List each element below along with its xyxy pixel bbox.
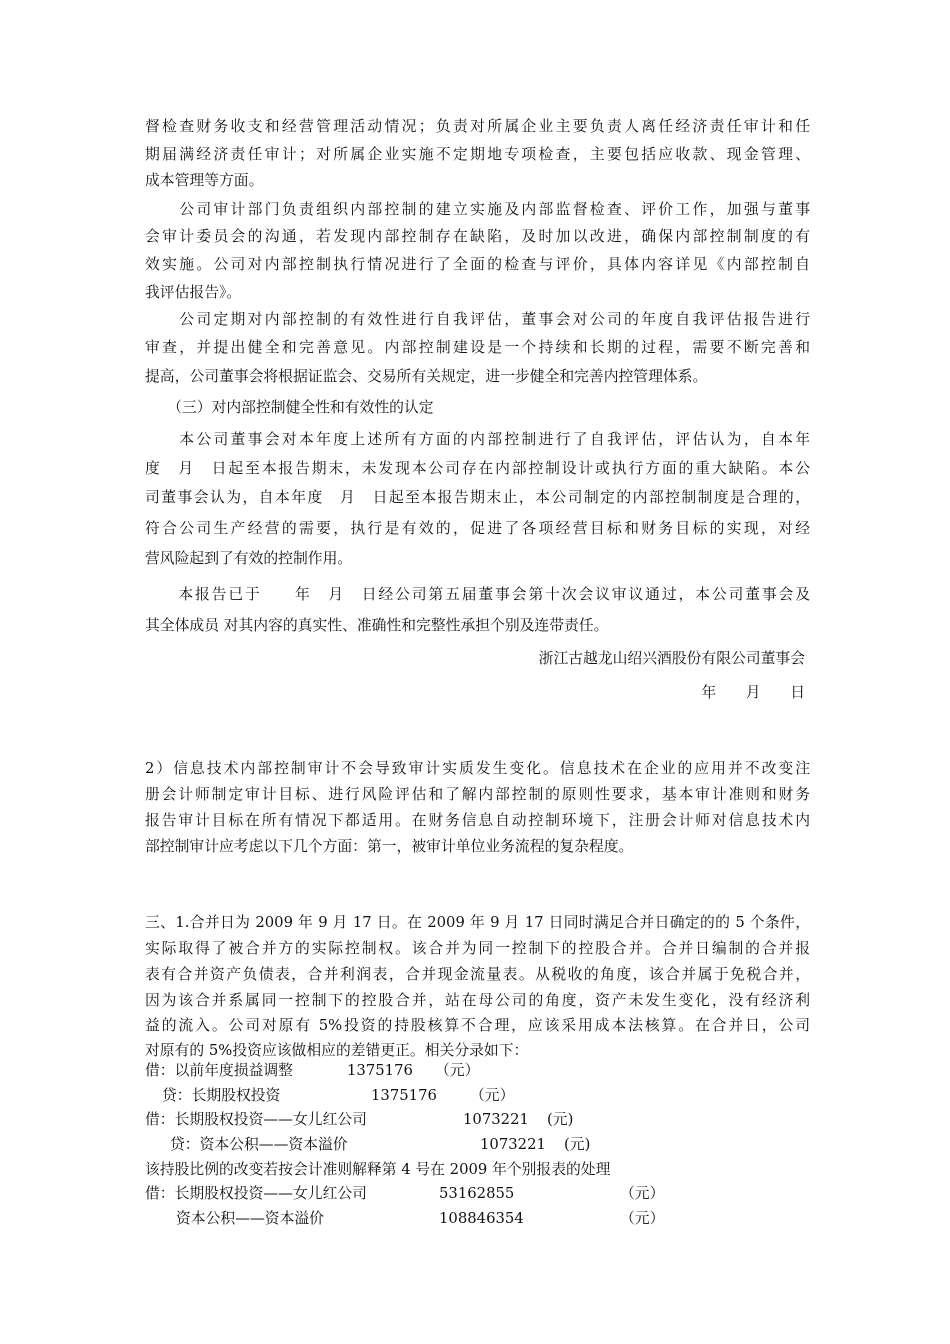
paragraph-line: 公司审计部门负责组织内部控制的建立实施及内部监督检查、评价工作，加强与董事 [145, 201, 810, 218]
paragraph-line: 本报告已于 年 月 日经公司第五届董事会第十次会议审议通过，本公司董事会及 [145, 586, 810, 603]
paragraph-line: 督检查财务收支和经营管理活动情况；负责对所属企业主要负责人离任经济责任审计和任 [145, 118, 810, 135]
paragraph-line: 度 月 日起至本报告期末，未发现本公司存在内部控制设计或执行方面的重大缺陷。本公 [145, 460, 810, 477]
entry-unit: （元） [470, 1087, 515, 1104]
entry-unit: （元） [620, 1185, 665, 1202]
paragraph-line: 表有合并资产负债表，合并利润表，合并现金流量表。从税收的角度，该合并属于免税合并， [145, 966, 810, 983]
paragraph-line: 册会计师制定审计目标、进行风险评估和了解内部控制的原则性要求，基本审计准则和财务 [145, 786, 810, 803]
paragraph-line: 该持股比例的改变若按会计准则解释第 4 号在 2009 年个别报表的处理 [145, 1161, 611, 1178]
journal-entry [0, 1107, 950, 1132]
paragraph-line: 营风险起到了有效的控制作用。 [145, 550, 353, 567]
entry-unit: （元） [620, 1210, 665, 1227]
entry-unit: (元) [547, 1111, 574, 1128]
entry-amount: 1073221 [463, 1111, 529, 1128]
paragraph-line: 实际取得了被合并方的实际控制权。该合并为同一控制下的控股合并。合并日编制的合并报 [145, 940, 810, 957]
signature-date: 年 月 日 [701, 684, 805, 701]
paragraph-line: 报告审计目标在所有情况下都适用。在财务信息自动控制环境下，注册会计师对信息技术内 [145, 812, 810, 829]
section-heading: （三）对内部控制健全性和有效性的认定 [145, 399, 434, 416]
entry-amount: 1375176 [371, 1087, 437, 1104]
entry-label: 贷：长期股权投资 [162, 1087, 281, 1104]
paragraph-line: 公司定期对内部控制的有效性进行自我评估，董事会对公司的年度自我评估报告进行 [145, 311, 810, 328]
paragraph-line: 成本管理等方面。 [145, 172, 264, 189]
entry-amount: 53162855 [439, 1185, 515, 1202]
entry-unit: (元) [564, 1136, 591, 1153]
paragraph-line: 2）信息技术内部控制审计不会导致审计实质发生变化。信息技术在企业的应用并不改变注 [145, 760, 810, 777]
paragraph-line: 会审计委员会的沟通，若发现内部控制存在缺陷，及时加以改进，确保内部控制制度的有 [145, 228, 810, 245]
paragraph-line: 符合公司生产经营的需要，执行是有效的，促进了各项经营目标和财务目标的实现，对经 [145, 520, 810, 537]
entry-amount: 108846354 [439, 1210, 524, 1227]
paragraph-line: 益的流入。公司对原有 5%投资的持股核算不合理，应该采用成本法核算。在合并日，公司 [145, 1017, 810, 1034]
paragraph-line: 本公司董事会对本年度上述所有方面的内部控制进行了自我评估，评估认为，自本年 [145, 431, 810, 448]
paragraph-line: 对原有的 5%投资应该做相应的差错更正。相关分录如下： [145, 1042, 529, 1059]
entry-label: 借：长期股权投资——女儿红公司 [145, 1111, 367, 1128]
entry-label: 贷：资本公积——资本溢价 [170, 1136, 348, 1153]
paragraph-line: 期届满经济责任审计；对所属企业实施不定期地专项检查，主要包括应收款、现金管理、 [145, 146, 810, 163]
entry-label: 借：以前年度损益调整 [145, 1062, 293, 1079]
journal-entry [0, 1083, 950, 1108]
paragraph-line: 部控制审计应考虑以下几个方面：第一，被审计单位业务流程的复杂程度。 [145, 838, 634, 855]
paragraph-line: 其全体成员 对其内容的真实性、准确性和完整性承担个别及连带责任。 [145, 617, 609, 634]
journal-entry [0, 1181, 950, 1206]
entry-amount: 1375176 [347, 1062, 413, 1079]
signature-company: 浙江古越龙山绍兴酒股份有限公司董事会 [538, 650, 805, 667]
entry-label: 借：长期股权投资——女儿红公司 [145, 1185, 367, 1202]
entry-unit: （元） [435, 1062, 480, 1079]
paragraph-line: 效实施。公司对内部控制执行情况进行了全面的检查与评价，具体内容详见《内部控制自 [145, 256, 810, 273]
journal-entry [0, 1058, 950, 1083]
entry-amount: 1073221 [480, 1136, 546, 1153]
paragraph-line: 提高，公司董事会将根据证监会、交易所有关规定，进一步健全和完善内控管理体系。 [145, 368, 708, 385]
paragraph-line: 三、1.合并日为 2009 年 9 月 17 日。在 2009 年 9 月 17 日同时满足合并日确定的的 5 个条件， [145, 914, 810, 931]
journal-entry [0, 1206, 950, 1231]
paragraph-line: 司董事会认为，自本年度 月 日起至本报告期末止，本公司制定的内部控制制度是合理的， [145, 489, 810, 506]
paragraph-line: 因为该合并系属同一控制下的控股合并，站在母公司的角度，资产未发生变化，没有经济利 [145, 992, 810, 1009]
paragraph-line: 审查，并提出健全和完善意见。内部控制建设是一个持续和长期的过程，需要不断完善和 [145, 339, 810, 356]
paragraph-line: 我评估报告》。 [145, 284, 242, 301]
journal-entry [0, 1132, 950, 1157]
entry-label: 资本公积——资本溢价 [176, 1210, 324, 1227]
